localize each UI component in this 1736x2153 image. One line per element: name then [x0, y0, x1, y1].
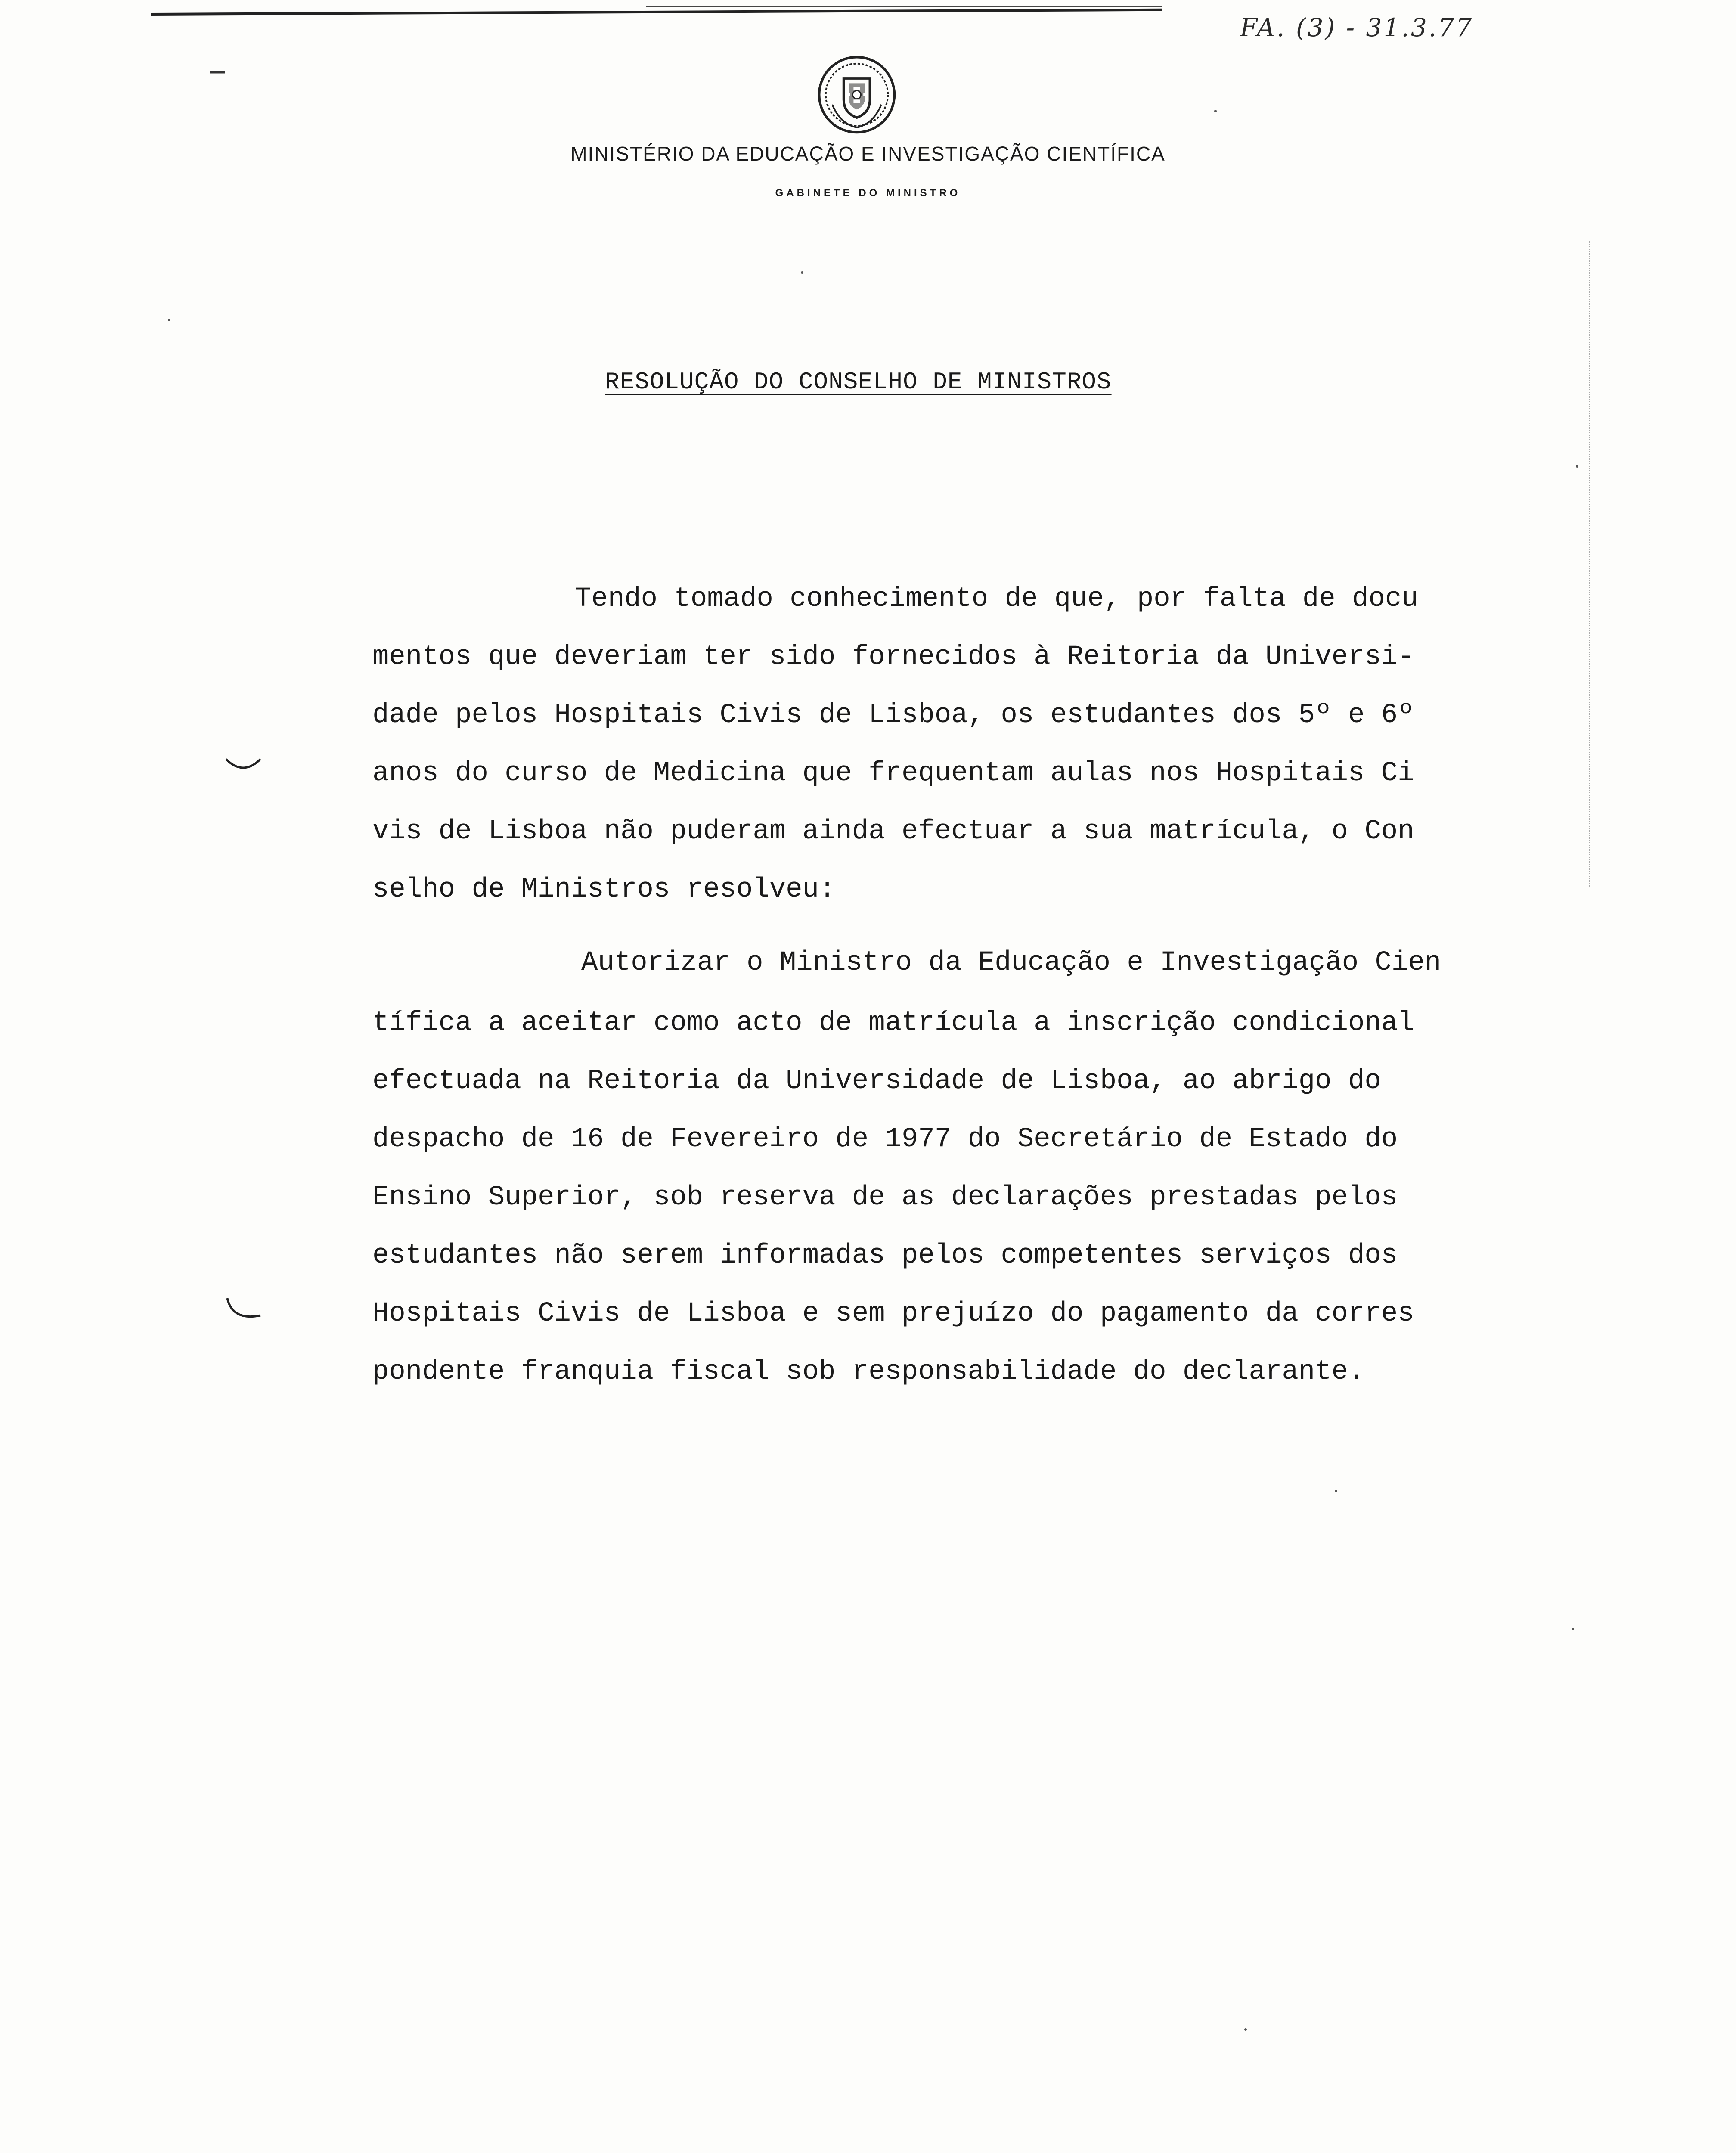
paragraph-1-line: vis de Lisboa não puderam ainda efectuar a sua matrícula, o Con [372, 816, 1414, 847]
paragraph-2-line: Autorizar o Ministro da Educação e Investigação Cien [581, 947, 1442, 978]
scan-speck [1335, 1490, 1337, 1492]
scan-speck [1576, 465, 1578, 468]
paragraph-2-line: efectuada na Reitoria da Universidade de Lisboa, ao abrigo do [372, 1066, 1381, 1097]
scan-speck [1214, 110, 1217, 112]
punch-hole-mark-icon [224, 1296, 263, 1322]
coat-of-arms-seal-icon [816, 54, 898, 136]
ministry-name: MINISTÉRIO DA EDUCAÇÃO E INVESTIGAÇÃO CIENTÍFICA [570, 143, 1166, 165]
paragraph-1-line: dade pelos Hospitais Civis de Lisboa, os estudantes dos 5º e 6º [372, 700, 1414, 731]
paragraph-1-line: mentos que deveriam ter sido fornecidos à Reitoria da Universi- [372, 642, 1414, 673]
cabinet-name: GABINETE DO MINISTRO [775, 187, 961, 199]
scan-speck [801, 271, 803, 274]
scan-speck [1572, 1628, 1574, 1630]
punch-hole-mark-icon [224, 756, 263, 775]
scan-speck [168, 319, 170, 321]
paragraph-1-line: selho de Ministros resolveu: [372, 874, 836, 905]
paragraph-2-line: pondente franquia fiscal sob responsabilidade do declarante. [372, 1356, 1365, 1387]
handwritten-reference: FA. (3) - 31.3.77 [1240, 13, 1473, 42]
paragraph-1-line: Tendo tomado conhecimento de que, por falta de docu [575, 583, 1418, 614]
paragraph-1-line: anos do curso de Medicina que frequentam aulas nos Hospitais Ci [372, 758, 1414, 789]
paragraph-2-line: despacho de 16 de Fevereiro de 1977 do Secretário de Estado do [372, 1124, 1398, 1155]
scan-speck [1244, 2028, 1247, 2031]
document-title: RESOLUÇÃO DO CONSELHO DE MINISTROS [605, 368, 1112, 396]
top-rule-thin [646, 6, 1162, 7]
scan-speck-icon [209, 68, 226, 77]
top-rule [151, 9, 1162, 16]
paragraph-2-line: tífica a aceitar como acto de matrícula a inscrição condicional [372, 1008, 1414, 1039]
paragraph-2-line: estudantes não serem informadas pelos competentes serviços dos [372, 1240, 1398, 1271]
paragraph-2-line: Ensino Superior, sob reserva de as declarações prestadas pelos [372, 1182, 1398, 1213]
scan-edge-shadow [1589, 241, 1590, 887]
paragraph-2-line: Hospitais Civis de Lisboa e sem prejuízo do pagamento da corres [372, 1298, 1414, 1329]
